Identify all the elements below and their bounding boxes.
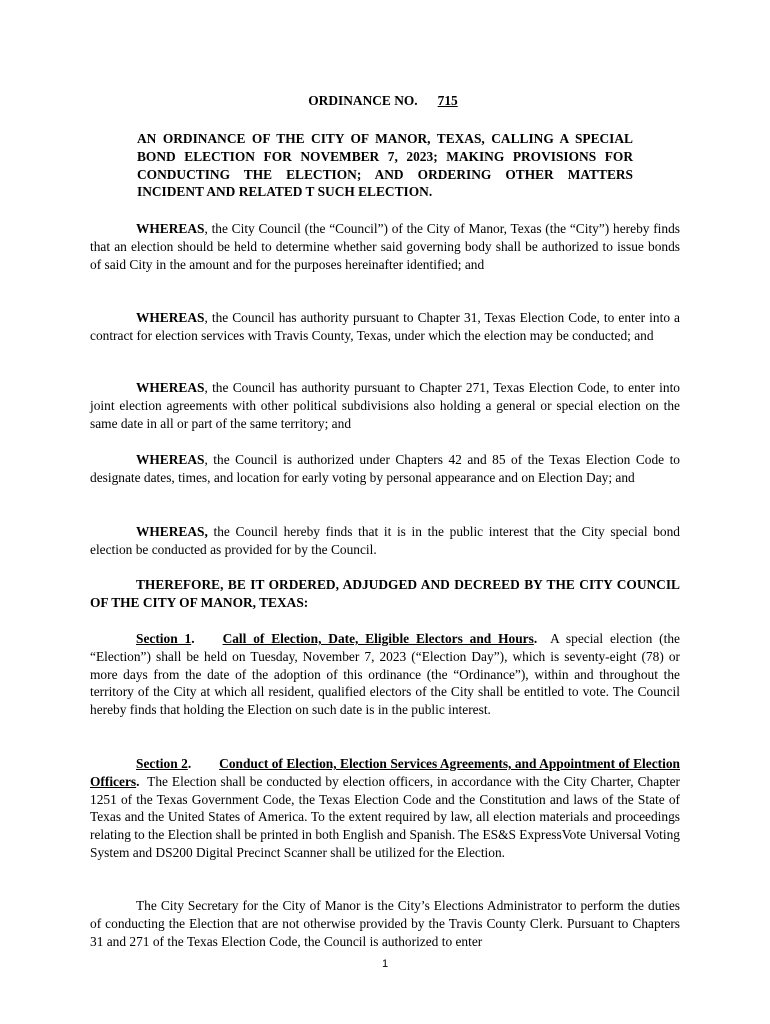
whereas-lead: WHEREAS bbox=[136, 380, 205, 395]
whereas-paragraph-3 bbox=[90, 379, 680, 432]
whereas-paragraph-2 bbox=[90, 309, 680, 345]
ordinance-number: 715 bbox=[437, 93, 458, 108]
whereas-lead: WHEREAS bbox=[136, 221, 205, 236]
whereas-paragraph-1 bbox=[90, 220, 680, 273]
section-1-title: Call of Election, Date, Eligible Electors and Hours bbox=[222, 631, 534, 646]
whereas-text: , the Council has authority pursuant to Chapter 271, Texas Election Code, to enter into joint election agreements with other political subdivisions also holding a general or special election on the same date in all or part of the same territory; and bbox=[90, 380, 680, 431]
whereas-lead: WHEREAS bbox=[136, 310, 205, 325]
ordinance-caption: AN ORDINANCE OF THE CITY OF MANOR, TEXAS, CALLING A SPECIAL BOND ELECTION FOR NOVEMBER 7, 2023; MAKING PROVISIONS FOR CONDUCTING THE ELECTION; AND ORDERING OTHER MATTERS INCIDENT AND RELATED T SUCH ELECTION. bbox=[137, 131, 633, 200]
whereas-paragraph-4 bbox=[90, 451, 680, 487]
whereas-text: , the City Council (the “Council”) of the City of Manor, Texas (the “City”) hereby finds that an election should be held to determine whether said governing body shall be authorized to issue bonds of said City in the amount and for the purposes hereinafter identified; and bbox=[90, 221, 680, 272]
section-2-text: The Election shall be conducted by election officers, in accordance with the City Charter, Chapter 1251 of the Texas Government Code, the Texas Election Code and the Constitution and laws of the State of Texas and the United States of America. To the extent required by law, all election materials and proceedings relating to the Election shall be printed in both English and Spanish. The ES&S ExpressVote Universal Voting System and DS200 Digital Precinct Scanner shall be utilized for the Election. bbox=[90, 773, 680, 860]
page-number: 1 bbox=[381, 958, 389, 970]
therefore-text: THEREFORE, BE IT ORDERED, ADJUDGED AND DECREED BY THE CITY COUNCIL OF THE CITY OF MANOR, TEXAS: bbox=[90, 577, 680, 610]
section-1: Section 1. Call of Election, Date, Eligible Electors and Hours. A special election (the “Election”) shall be held on Tuesday, November 7, 2023 (“Election Day”), which is seventy-eight (78) or more days from the date of the adoption of this ordinance (the “Ordinance”), within and throughout the territory of the City at which all resident, qualified electors of the City shall be entitled to vote. The Council hereby finds that holding the Election on such date is in the public interest. bbox=[90, 631, 680, 718]
closing-paragraph-text: The City Secretary for the City of Manor is the City’s Elections Administrator to perform the duties of conducting the Election that are not otherwise provided by the Travis County Clerk. Pursuant to Chapters 31 and 271 of the Texas Election Code, the Council is authorized to enter bbox=[90, 898, 680, 949]
whereas-lead: WHEREAS, bbox=[136, 524, 208, 539]
therefore-clause bbox=[90, 576, 680, 612]
closing-paragraph bbox=[90, 897, 680, 950]
section-1-text: A special election (the “Election”) shall be held on Tuesday, November 7, 2023 (“Election Day”), which is seventy-eight (78) or more days from the date of the adoption of this ordinance (the “Ordinance”), within and throughout the territory of the City at which all resident, qualified electors of the City shall be entitled to vote. The Council hereby finds that holding the Election on such date is in the public interest. bbox=[90, 631, 680, 718]
whereas-text: , the Council is authorized under Chapters 42 and 85 of the Texas Election Code to designate dates, times, and location for early voting by personal appearance and on Election Day; and bbox=[90, 452, 680, 485]
section-2-title: Conduct of Election, Election Services Agreements, and Appointment of Election Officers bbox=[90, 756, 680, 789]
section-2-number: Section 2 bbox=[136, 756, 188, 771]
whereas-paragraph-5 bbox=[90, 523, 680, 559]
whereas-lead: WHEREAS bbox=[136, 452, 205, 467]
whereas-text: , the Council has authority pursuant to Chapter 31, Texas Election Code, to enter into a contract for election services with Travis County, Texas, under which the election may be conducted; and bbox=[90, 310, 680, 343]
section-2: Section 2. Conduct of Election, Election Services Agreements, and Appointment of Election Officers. The Election shall be conducted by election officers, in accordance with the City Charter, Chapter 1251 of the Texas Government Code, the Texas Election Code and the Constitution and laws of the State of Texas and the United States of America. To the extent required by law, all election materials and proceedings relating to the Election shall be printed in both English and Spanish. The ES&S ExpressVote Universal Voting System and DS200 Digital Precinct Scanner shall be utilized for the Election. bbox=[90, 756, 680, 860]
ordinance-title-prefix: ORDINANCE NO. bbox=[308, 93, 418, 108]
section-1-number: Section 1 bbox=[136, 631, 192, 646]
ordinance-title bbox=[0, 92, 770, 110]
whereas-text: the Council hereby finds that it is in the public interest that the City special bond election be conducted as provided for by the Council. bbox=[90, 524, 680, 557]
